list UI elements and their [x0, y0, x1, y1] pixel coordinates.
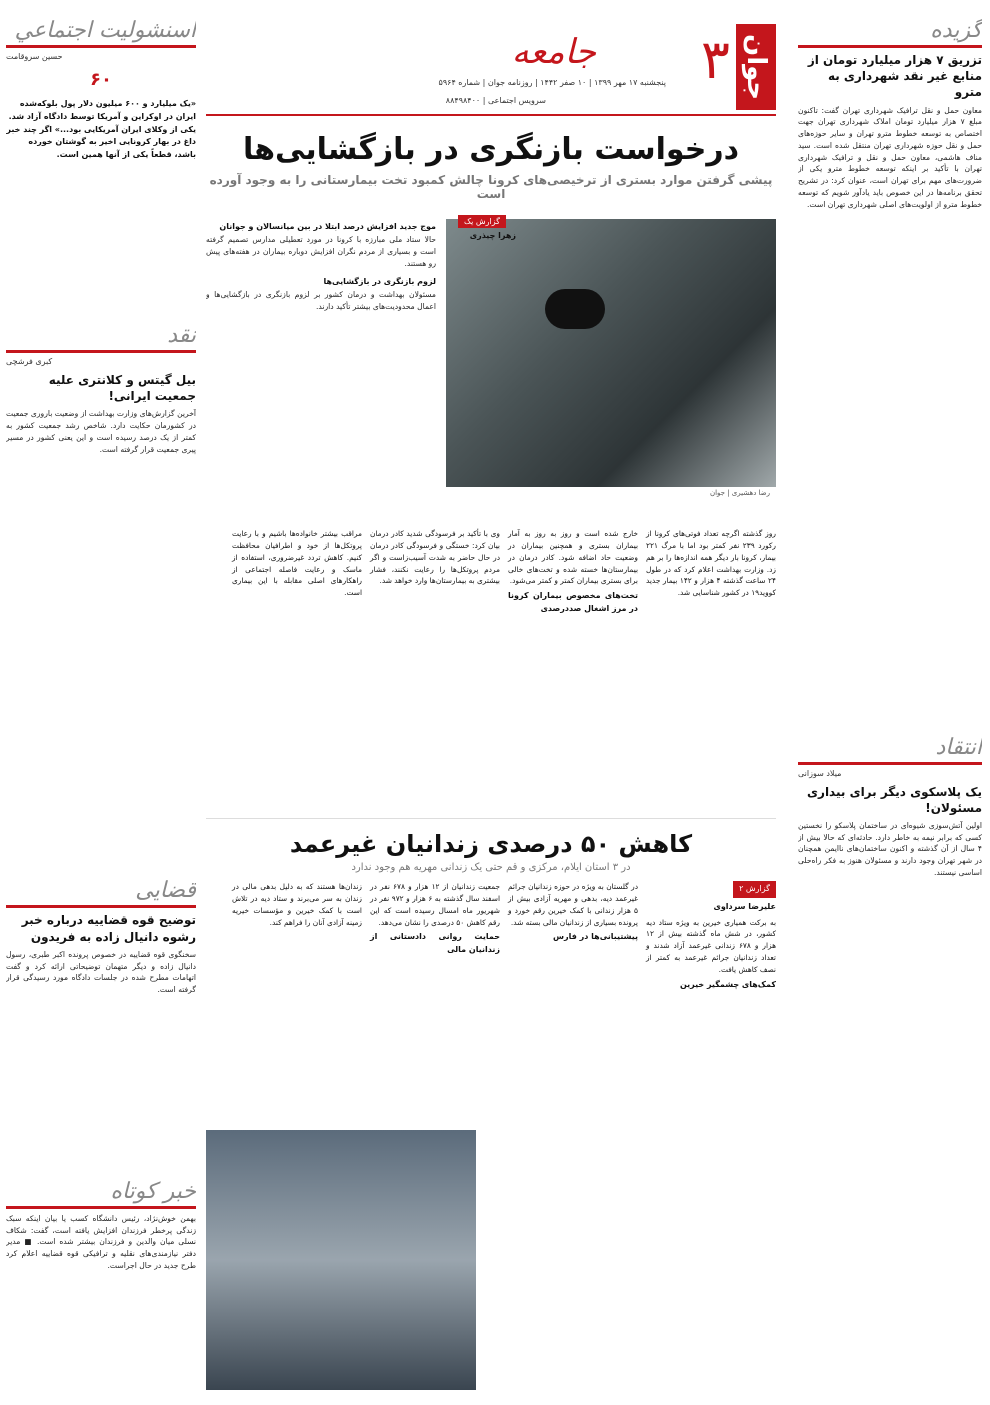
main-col-2 — [508, 528, 638, 619]
page-number: ۳ — [700, 28, 730, 91]
second-columns — [206, 881, 776, 995]
plasco-headline[interactable]: یک پلاسکوی دیگر برای بیداری مسئولان! — [807, 784, 982, 815]
second-col-1-text: به برکت همیاری خیرین به ویژه ستاد دیه کشور، در شش ماه گذشته بیش از ۱۲ هزار و ۶۷۸ زندانی غیرعمد آزاد شدند و تعداد زندانیان جرائم غیرعمد به کمتر از نصف کاهش یافت. — [646, 917, 776, 974]
report2-badge: گزارش ۲ — [733, 881, 776, 898]
second-sub-3: حمایت روانی دادستانی از زندانیان مالی — [370, 932, 500, 955]
photo-credit: رضا دهشیری | جوان — [709, 489, 770, 497]
second-col-3 — [370, 881, 500, 995]
second-photo — [206, 1130, 476, 1390]
author-social: حسین سروقامت — [6, 52, 63, 61]
judiciary-body: سخنگوی قوه قضاییه در خصوص پرونده اکبر طبری، رسول دانیال زاده و دیگر متهمان توضیحاتی ارائه کرد و گفت اتهامات مطرح شده در جلسات دادگاه مورد رسیدگی قرار گرفته است. — [6, 949, 196, 995]
main-subheadline: پیشی گرفتن موارد بستری از ترخیصی‌های کرونا چالش کمبود تخت بیمارستانی را به وجود آورده است — [209, 173, 773, 201]
section-title-gozideh: گزیده — [798, 18, 982, 48]
right-column — [798, 18, 982, 1395]
judiciary-headline[interactable]: توضیح قوه قضاییه درباره خبر رشوه دانیال زاده به فریدون — [21, 913, 196, 944]
main-headline[interactable]: درخواست بازنگری در بازگشایی‌ها — [242, 132, 740, 167]
short-news-body: بهمن خوش‌نژاد، رئیس دانشگاه کسب یا بیان اینکه سبک زندگی پرخطر فرزندان افزایش یافته است، گفت: شکاف نسلی میان والدین و فرزندان بیشتر شده است. ■ مدیر دفتر نیازمندی‌های نقلیه و ترافیکی قوه قضاییه اعلام کرد طرح جدید در حال اجراست. — [6, 1213, 196, 1270]
logo[interactable]: جوان — [736, 24, 776, 110]
author-naghd: کبری فرشچی — [6, 357, 53, 366]
section-title-enteghad: انتقاد — [798, 735, 982, 765]
report-badge: گزارش یک — [458, 215, 506, 228]
gates-body: آخرین گزارش‌های وزارت بهداشت از وضعیت باروری جمعیت در کشورمان حکایت دارد. شاخص رشد جمعیت کشور به کمتر از یک درصد رسیده است و این یعنی کشور در مسیر پیری جمعیت قرار گرفته است. — [6, 409, 196, 454]
section-title-ghazaei: قضایی — [6, 878, 196, 908]
section-name: جامعه — [511, 32, 596, 72]
divider — [206, 818, 776, 819]
second-col-1 — [646, 881, 776, 995]
reporter2-name: علیرضا سرداوی — [713, 901, 776, 911]
author-enteghad: میلاد سوزانی — [798, 768, 842, 778]
main-col-3: وی با تأکید بر فرسودگی شدید کادر درمان بیان کرد: خستگی و فرسودگی کادر درمان در حال حاضر به شدت آسیب‌زاست و اگر مردم پروتکل‌ها را رعایت نکنند، فشار بیشتری به بیمارستان‌ها وارد خواهد شد. — [370, 529, 500, 586]
masthead — [206, 18, 776, 116]
plasco-body: اولین آتش‌سوزی شیوه‌ای در ساختمان پلاسکو را نخستین کسی که برابر نیمه به خاطر دارد. حادثه‌ای که حالا بیش از ۴ سال از آن گذشته و اکنون ساختمان‌های ناایمن همچنان در شهر تهران وجود دارند و مسئولان هنوز به فکر راه‌حلی اساسی نیستند. — [798, 820, 982, 877]
gates-headline[interactable]: بیل گیتس و کلانتری علیه جمعیت ایرانی! — [48, 373, 196, 404]
section-title-short-news: خبر کوتاه — [6, 1179, 196, 1209]
mask-shape — [545, 289, 605, 329]
second-article — [206, 830, 776, 995]
main-col-2-text: خارج شده است و روز به روز به آمار بیماران بستری و همچنین بیماران در وضعیت حاد اضافه شود. کادر درمان در بیمارستان‌ها خسته شده و تخت‌های خالی برای بستری بیماران کمتر و کمتر می‌شود. — [508, 529, 638, 586]
dateline: پنجشنبه ۱۷ مهر ۱۳۹۹ | ۱۰ صفر ۱۴۴۲ | روزنامه جوان | شماره ۵۹۶۴ — [438, 78, 666, 87]
main-col-1: روز گذشته اگرچه تعداد فوتی‌های کرونا از رکورد ۲۳۹ نفر کمتر بود اما با مرگ ۲۲۱ بیمار، کرونا بار دیگر همه اندازه‌ها را بر هم زد. وزارت بهداشت اعلام کرد که در طول ۲۴ ساعت گذشته ۴ هزار و ۱۴۲ بیمار جدید کووید۱۹ در کشور شناسایی شد. — [646, 529, 776, 598]
side-text-2: مسئولان بهداشت و درمان کشور بر لزوم بازنگری در بازگشایی‌ها و اعمال محدودیت‌های بیشتر تأکید دارند. — [206, 290, 436, 312]
main-photo — [446, 219, 776, 487]
main-columns — [206, 528, 776, 619]
metro-body: معاون حمل و نقل ترافیک شهرداری تهران گفت: تاکنون مبلغ ۷ هزار میلیارد تومان املاک شهرداری تهران جهت اختصاص به توسعه خطوط مترو تهران و سایر حوزه‌های حمل و نقل حوزه شهرداری تهران منتقل شده است. سید مناف هاشمی، معاون حمل و نقل و ترافیک شهرداری تهران با تأکید بر اینکه توسعه خطوط مترو یکی از ضرورت‌های مهم برای تهران است، عنوان کرد: در تشریح تحقق برنامه‌ها در این خصوص باید یادآور شویم که توسعه خطوط مترو از اولویت‌های اصلی شهرداری تهران است. — [798, 105, 982, 209]
left-column — [6, 18, 196, 1395]
second-col-2 — [508, 881, 638, 995]
side-text-1: حالا ستاد ملی مبارزه با کرونا در مورد تعطیلی مدارس تصمیم گرفته است و بسیاری از مردم نگران افزایش دوباره بیماران در هفته‌های پیش رو هستند. — [206, 235, 436, 268]
side-sub-2: لزوم بازنگری در بازگشایی‌ها — [323, 277, 436, 287]
section-title-social: اسنشوليت اجتماعي — [6, 18, 196, 48]
metro-headline[interactable]: تزریق ۷ هزار میلیارد تومان از منابع غیر نقد شهرداری به مترو — [807, 53, 982, 100]
col-subhead: تخت‌های مخصوص بیماران کرونا در مرز اشغال صددرصدی — [508, 591, 638, 614]
main-col-4: مراقب بیشتر خانواده‌ها باشیم و با رعایت پروتکل‌ها از خود و اطرافیان محافظت کنیم. کاهش تردد غیرضروری، استفاده از ماسک و رعایت فاصله اجتماعی از راهکارهای اصلی مقابله با این بیماری است. — [232, 529, 362, 598]
service-line: سرویس اجتماعی | ۸۸۴۹۸۴۰۰ — [445, 96, 546, 105]
second-sub-1: کمک‌های چشمگیر خیرین — [679, 979, 776, 989]
social-quotes: «یک میلیارد و ۶۰۰ میلیون دلار پول بلوکه‌شده ایران در اوکراین و آمریکا توسط دادگاه آزاد شد. یکی از وکلای ایران آمریکایی بود...» اگر چند خبر داغ در بهار کرونایی اخیر به گوشتان خورده باشد، قطعاً یکی از آنها همین است. — [6, 99, 196, 160]
reporter-name: زهرا چیذری — [469, 231, 516, 240]
second-col-2-text: در گلستان به ویژه در حوزه زندانیان جرائم غیرعمد دیه، بدهی و مهریه آزادی بیش از ۵ هزار زندانی با کمک خیرین رقم خورد و پرونده بسیاری از زندانیان مالی بسته شد. — [508, 882, 638, 927]
main-article — [206, 211, 776, 511]
second-col-4: زندان‌ها هستند که به دلیل بدهی مالی در زندان به سر می‌برند و ستاد دیه در تلاش است با کمک خیرین و مؤسسات خیریه زمینه آزادی آنان را فراهم کند. — [232, 882, 362, 927]
center-column — [206, 18, 776, 1395]
second-subheadline: در ۳ استان ایلام، مرکزی و قم حتی یک زندانی مهریه هم وجود ندارد — [351, 862, 631, 873]
section-title-naghd: نقد — [6, 323, 196, 353]
side-sub-1: موج جدید افزایش درصد ابتلا در بین میانسالان و جوانان — [219, 222, 436, 231]
second-col-3-text: جمعیت زندانیان از ۱۲ هزار و ۶۷۸ نفر در اسفند سال گذشته به ۶ هزار و ۹۷۲ نفر در شهریور ماه امسال رسیده است که این رقم کاهش ۵۰ درصدی را نشان می‌دهد. — [370, 882, 501, 927]
second-headline[interactable]: کاهش ۵۰ درصدی زندانیان غیرعمد — [289, 830, 693, 858]
big-number: ۶۰ — [90, 69, 112, 90]
second-sub-2: پیشتیبانی‌ها در فارس — [552, 932, 638, 942]
